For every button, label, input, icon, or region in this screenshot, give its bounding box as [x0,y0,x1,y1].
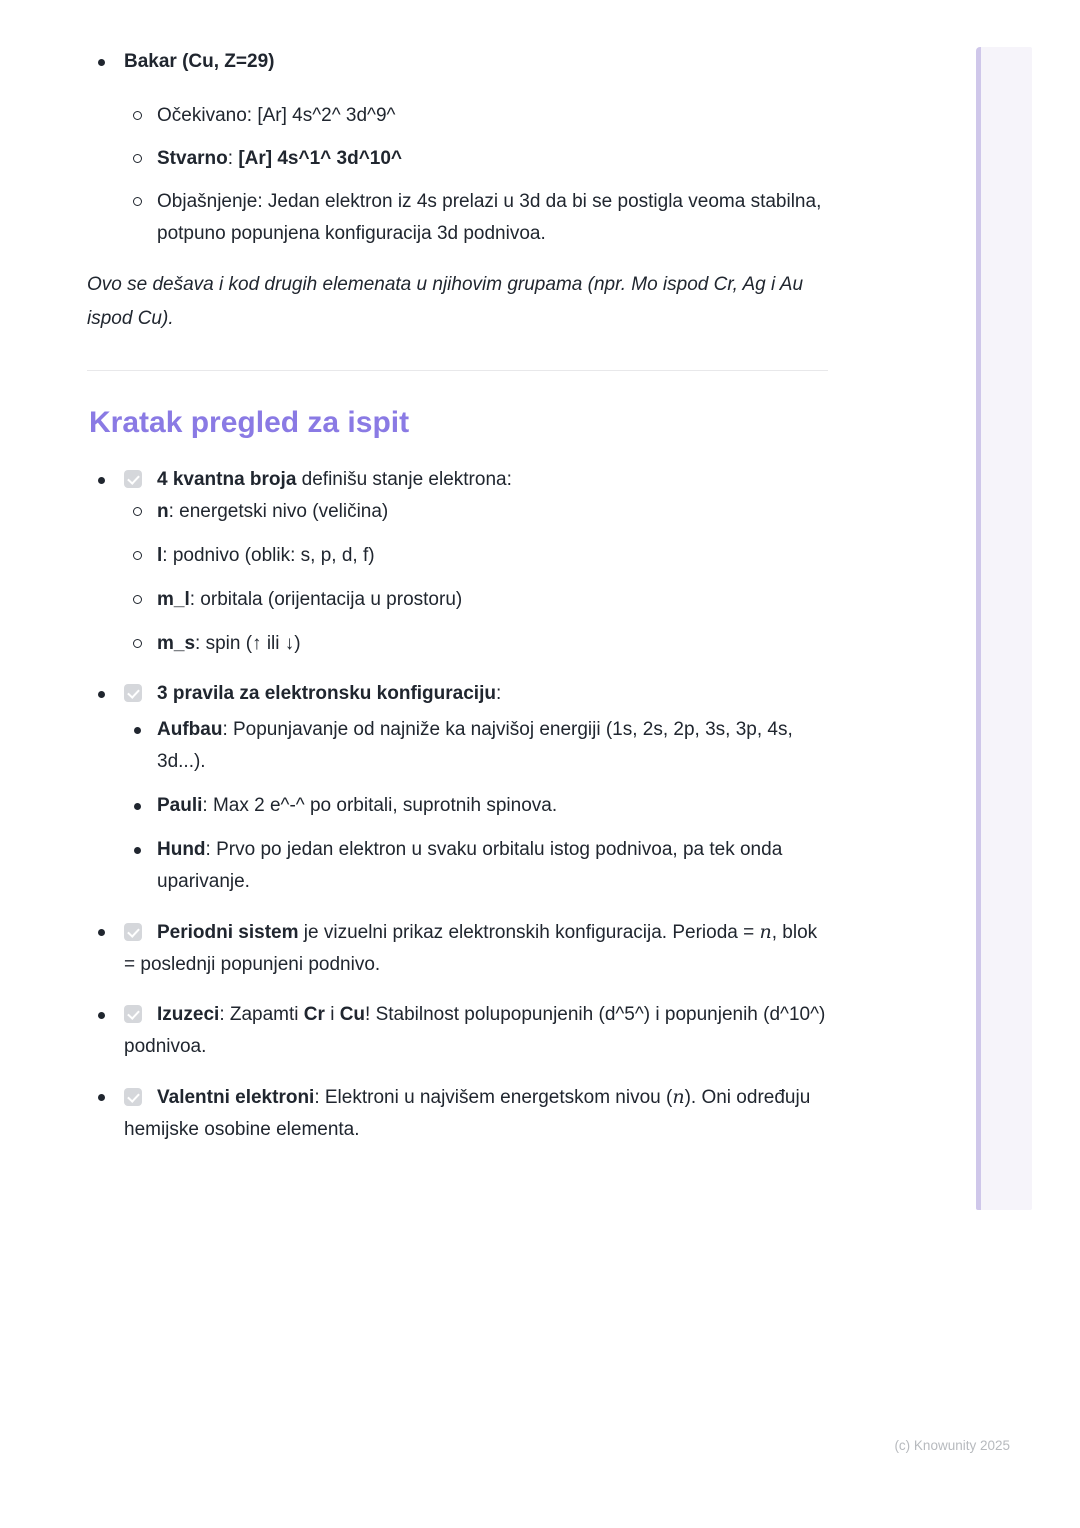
copper-list [87,46,828,250]
element-cu: Cu [339,1004,366,1025]
checked-checkbox-icon[interactable] [124,470,142,488]
right-margin-strip [976,47,1032,1210]
expected-config-text: Očekivano: [Ar] 4s^2^ 3d^9^ [157,105,396,126]
checked-checkbox-icon[interactable] [124,923,142,941]
italic-note: Ovo se dešava i kod drugih elemenata u njihovim grupama (npr. Mo ispod Cr, Ag i Au ispod Cu). [87,274,804,329]
quantum-numbers-sublist [124,496,828,660]
actual-config-text: [Ar] 4s^1^ 3d^10^ [238,148,403,169]
item-text: : Zapamti [219,1004,304,1025]
copper-sublist [124,100,828,250]
sub-term: n [157,501,169,522]
list-item-ml [124,584,828,616]
sub-term: Pauli [157,795,203,816]
review-checklist [87,464,828,1146]
footer-copyright: (c) Knowunity 2025 [894,1438,1010,1453]
document-body [87,46,828,1146]
explanation-text: Objašnjenje: Jedan elektron iz 4s prelazi u 3d da bi se postigla veoma stabilna, potpuno popunjena konfiguracija 3d podnivoa. [157,191,822,244]
element-cr: Cr [303,1004,325,1025]
list-item-n [124,496,828,528]
rules-sublist [124,714,828,898]
sub-term: l [157,545,163,566]
actual-term: Stvarno [157,148,228,169]
item-term: Periodni sistem [157,922,299,943]
item-term: Valentni elektroni [157,1087,315,1108]
item-text: : Elektroni u najvišem energetskom nivou ( [314,1087,673,1108]
checklist-item-quantum-numbers [87,464,828,660]
sub-term: Hund [157,839,206,860]
section-divider [87,370,828,371]
sub-term: m_s [157,633,196,654]
item-text: definišu stanje elektrona: [296,469,512,490]
item-text: : [495,683,502,704]
item-text: i [324,1004,340,1025]
checklist-item-periodic-table [87,916,828,981]
list-item-ms [124,628,828,660]
checklist-item-exceptions [87,999,828,1063]
item-text: , blok = poslednji popunjeni podnivo. [124,922,818,975]
actual-separator: : [227,148,239,169]
item-term: Izuzeci [157,1004,220,1025]
sub-text: : Popunjavanje od najniže ka najvišoj energiji (1s, 2s, 2p, 3s, 3p, 4s, 3d...). [157,719,793,772]
math-variable-n: n [672,1086,685,1108]
list-item-expected [124,100,828,132]
copper-title: Bakar (Cu, Z=29) [124,51,275,72]
sub-text: : podnivo (oblik: s, p, d, f) [162,545,375,566]
item-term: 3 pravila za elektronsku konfiguraciju [157,683,496,704]
list-item-copper [87,46,828,250]
item-text: je vizuelni prikaz elektronskih konfiguracija. Perioda = [298,922,760,943]
list-item-pauli [124,790,828,822]
sub-text: : Prvo po jedan elektron u svaku orbitalu istog podnivoa, pa tek onda uparivanje. [157,839,783,892]
sub-term: Aufbau [157,719,223,740]
list-item-aufbau [124,714,828,778]
sub-text: : Max 2 e^-^ po orbitali, suprotnih spinova. [202,795,558,816]
checked-checkbox-icon[interactable] [124,684,142,702]
list-item-actual [124,143,828,175]
sub-term: m_l [157,589,190,610]
item-text: ! Stabilnost polupopunjenih (d^5^) i popunjenih (d^10^) podnivoa. [124,1004,826,1057]
list-item-l [124,540,828,572]
sub-text: : energetski nivo (veličina) [168,501,389,522]
checklist-item-three-rules [87,678,828,898]
sub-text: : spin (↑ ili ↓) [195,633,301,654]
list-item-hund [124,834,828,898]
list-item-explanation [124,186,828,250]
section-heading: Kratak pregled za ispit [89,406,410,439]
item-term: 4 kvantna broja [157,469,297,490]
checklist-item-valence-electrons [87,1081,828,1146]
sub-text: : orbitala (orijentacija u prostoru) [189,589,463,610]
checked-checkbox-icon[interactable] [124,1088,142,1106]
checked-checkbox-icon[interactable] [124,1005,142,1023]
item-text: ). Oni određuju hemijske osobine elementa. [124,1087,811,1140]
math-variable-n: n [759,921,772,943]
